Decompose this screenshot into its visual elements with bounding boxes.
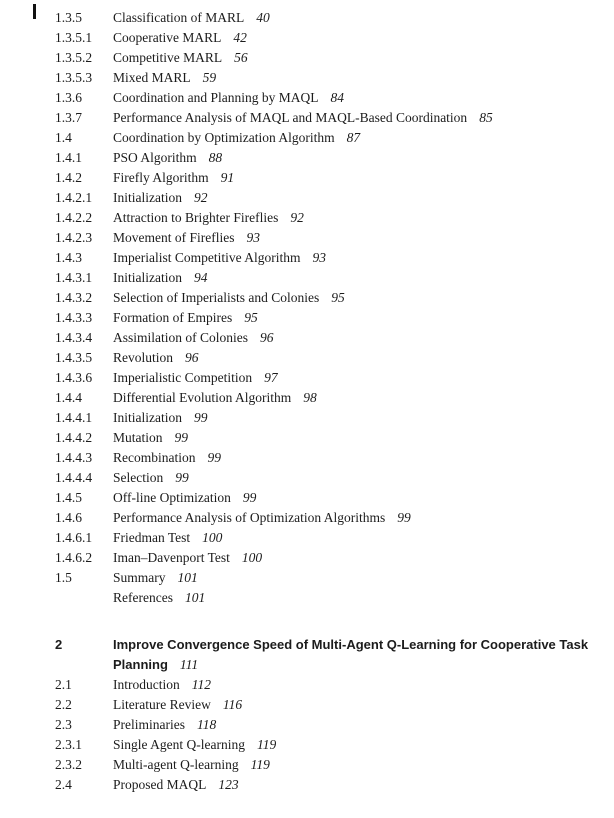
- toc-entry-title: Competitive MARL: [113, 50, 223, 65]
- toc-entry-page: 93: [246, 230, 260, 245]
- toc-entry-number: 1.4.3.1: [55, 270, 93, 285]
- toc-entry-text: [113, 48, 596, 68]
- toc-entry-page: 91: [220, 170, 235, 185]
- toc-entry: [55, 428, 596, 448]
- toc-entry-text: [113, 428, 596, 448]
- toc-entry-number: 2.3.1: [55, 737, 82, 752]
- toc-entry-page: 97: [264, 370, 278, 385]
- toc-entry-title: Initialization: [113, 190, 182, 205]
- toc-entry-page: 112: [191, 677, 211, 692]
- toc-entry-text: [113, 128, 596, 148]
- toc-entry: [55, 208, 596, 228]
- toc-entry-text: [113, 88, 596, 108]
- toc-entry: [55, 468, 596, 488]
- toc-entry-text: [113, 528, 596, 548]
- toc-entry: [55, 695, 596, 715]
- toc-entry-text: [113, 148, 596, 168]
- toc-entry: [55, 388, 596, 408]
- toc-entry: [55, 715, 596, 735]
- toc-entry-title: Performance Analysis of Optimization Algorithms: [113, 510, 386, 525]
- toc-entry-page: 92: [193, 190, 208, 205]
- toc-entry-number: 1.5: [55, 570, 72, 585]
- toc-entry-page: 94: [193, 270, 208, 285]
- toc-entry-text: [113, 635, 596, 675]
- toc-entry-page: 100: [202, 530, 223, 545]
- toc-entry-title: Performance Analysis of MAQL and MAQL-Based Coordination: [113, 110, 468, 125]
- toc-entry-page: 119: [256, 737, 277, 752]
- toc-entry: [55, 775, 596, 795]
- toc-entry-page: 92: [290, 210, 304, 225]
- toc-entry: [55, 488, 596, 508]
- toc-entry-page: 87: [346, 130, 361, 145]
- toc-entry-title: Firefly Algorithm: [113, 170, 209, 185]
- toc-entry: [55, 28, 596, 48]
- toc-entry-text: [113, 568, 596, 588]
- toc-entry-text: [113, 548, 596, 568]
- toc-entry-page: 85: [479, 110, 493, 125]
- toc-entry-title: Multi-agent Q-learning: [113, 757, 239, 772]
- toc-entry-text: [113, 775, 596, 795]
- toc-entry-title: Assimilation of Colonies: [113, 330, 248, 345]
- toc-entry-title: Movement of Fireflies: [113, 230, 235, 245]
- toc-entry-page: 96: [260, 330, 274, 345]
- toc-entry-title: Iman–Davenport Test: [113, 550, 230, 565]
- toc-entry: [55, 348, 596, 368]
- toc-entry: [55, 675, 596, 695]
- toc-entry-text: [113, 328, 596, 348]
- toc-entry-number: 2.1: [55, 677, 72, 692]
- toc-entry-page: 93: [312, 250, 326, 265]
- toc-entry-number: 1.4.2.2: [55, 210, 93, 225]
- toc-entry-number: 2: [55, 637, 63, 652]
- toc-entry-number: 1.3.6: [55, 90, 82, 105]
- toc-entry: [55, 268, 596, 288]
- toc-entry-page: 99: [207, 450, 221, 465]
- toc-entry-number: 1.4.4.2: [55, 430, 93, 445]
- page-edge-mark: [33, 4, 36, 19]
- toc-entry-title: Selection: [113, 470, 164, 485]
- toc-entry: [55, 128, 596, 148]
- toc-entry-title: Cooperative MARL: [113, 30, 222, 45]
- toc-entry-text: [113, 735, 596, 755]
- toc-entry-text: [113, 388, 596, 408]
- toc-entry-number: 1.4.3.4: [55, 330, 93, 345]
- toc-entry-number: 2.3.2: [55, 757, 82, 772]
- toc-entry-title: Imperialist Competitive Algorithm: [113, 250, 301, 265]
- toc-entry: [55, 588, 596, 608]
- toc-entry-page: 95: [331, 290, 345, 305]
- toc-entry-text: [113, 288, 596, 308]
- toc-entry-title: Attraction to Brighter Fireflies: [113, 210, 279, 225]
- toc-entry-page: 42: [233, 30, 247, 45]
- toc-entry-number: 1.4.2: [55, 170, 82, 185]
- toc-entry-text: [113, 448, 596, 468]
- toc-entry-page: 95: [244, 310, 258, 325]
- toc-entry: [55, 755, 596, 775]
- toc-entry-page: 119: [250, 757, 270, 772]
- toc-entry-text: [113, 68, 596, 88]
- toc-entry-title: Coordination by Optimization Algorithm: [113, 130, 335, 145]
- toc-entry: [55, 735, 596, 755]
- toc-entry-page: 98: [303, 390, 317, 405]
- toc-entry-page: 96: [185, 350, 199, 365]
- toc-entry-number: 1.4.2.3: [55, 230, 93, 245]
- toc-entry-page: 123: [218, 777, 239, 792]
- toc-entry-page: 111: [179, 657, 199, 672]
- toc-entry-title: Mixed MARL: [113, 70, 191, 85]
- toc-entry-number: 1.3.5.3: [55, 70, 93, 85]
- toc-entry-page: 118: [196, 717, 217, 732]
- toc-entry-title: Initialization: [113, 270, 182, 285]
- toc-entry: [55, 448, 596, 468]
- toc-entry-number: 1.4.3.6: [55, 370, 93, 385]
- toc-entry-text: [113, 308, 596, 328]
- toc-entry-text: [113, 108, 596, 128]
- toc-entry-number: 1.4.3.3: [55, 310, 93, 325]
- toc-entry-page: 59: [202, 70, 217, 85]
- toc-entry-title: Imperialistic Competition: [113, 370, 253, 385]
- toc-entry-text: [113, 28, 596, 48]
- toc-entry-title: Friedman Test: [113, 530, 191, 545]
- toc-entry: [55, 88, 596, 108]
- toc-entry-number: 1.3.7: [55, 110, 82, 125]
- toc-entry-text: [113, 508, 596, 528]
- toc-entry: [55, 68, 596, 88]
- toc-entry-title: Preliminaries: [113, 717, 185, 732]
- toc-entry-title: Literature Review: [113, 697, 211, 712]
- toc-entry: [55, 328, 596, 348]
- toc-entry-number: 1.3.5.1: [55, 30, 93, 45]
- toc-entry: [55, 248, 596, 268]
- toc-entry-text: [113, 488, 596, 508]
- toc-entry: [55, 568, 596, 588]
- toc-entry-text: [113, 348, 596, 368]
- toc-entry: [55, 8, 596, 28]
- toc-entry: [55, 548, 596, 568]
- toc-entry-page: 99: [397, 510, 411, 525]
- toc-entry-title: Recombination: [113, 450, 196, 465]
- toc-entry-text: [113, 188, 596, 208]
- toc-entry-number: 1.4.6.1: [55, 530, 93, 545]
- toc-entry-number: 1.4.3.2: [55, 290, 93, 305]
- toc-entry: [55, 528, 596, 548]
- toc-entry-number: 1.4.4.3: [55, 450, 93, 465]
- toc-entry-text: [113, 408, 596, 428]
- toc-entry: [55, 108, 596, 128]
- toc-entry-text: [113, 208, 596, 228]
- toc-entry-page: 40: [256, 10, 270, 25]
- toc-entry-text: [113, 695, 596, 715]
- toc-entry-title: Classification of MARL: [113, 10, 245, 25]
- toc-entry-title: Differential Evolution Algorithm: [113, 390, 292, 405]
- toc-entry-number: 1.3.5.2: [55, 50, 93, 65]
- toc-entry-number: 1.4.4.1: [55, 410, 93, 425]
- toc-entry-title: PSO Algorithm: [113, 150, 197, 165]
- toc-entry-title: Coordination and Planning by MAQL: [113, 90, 319, 105]
- toc-entry-number: 1.4.5: [55, 490, 82, 505]
- toc-entry-text: [113, 8, 596, 28]
- toc-entry-text: [113, 675, 596, 695]
- toc-entry-text: [113, 588, 596, 608]
- toc-entry-title: Improve Convergence Speed of Multi-Agent Q-Learning for Cooperative Task Planning: [113, 637, 589, 672]
- toc-entry: [55, 308, 596, 328]
- toc-entry-number: 1.3.5: [55, 10, 82, 25]
- toc-section-spacer: [55, 608, 596, 635]
- toc-entry: [55, 168, 596, 188]
- toc-entry: [55, 148, 596, 168]
- toc-entry-title: Initialization: [113, 410, 182, 425]
- toc-entry: [55, 48, 596, 68]
- toc-entry-page: 101: [184, 590, 206, 605]
- toc-entry-page: 100: [241, 550, 263, 565]
- toc-entry-text: [113, 248, 596, 268]
- toc-entry-title: Off-line Optimization: [113, 490, 231, 505]
- toc-entry-title: Mutation: [113, 430, 163, 445]
- toc-entry: [55, 188, 596, 208]
- toc-entry-title: References: [113, 590, 173, 605]
- toc-list: [55, 8, 596, 795]
- toc-entry-number: 1.4.1: [55, 150, 82, 165]
- toc-entry-number: 1.4.4.4: [55, 470, 93, 485]
- toc-entry-number: 1.4.3.5: [55, 350, 93, 365]
- toc-entry-text: [113, 468, 596, 488]
- toc-entry-title: Formation of Empires: [113, 310, 233, 325]
- toc-entry-number: 2.4: [55, 777, 72, 792]
- toc-entry: [55, 635, 596, 675]
- toc-entry-title: Summary: [113, 570, 166, 585]
- toc-entry-title: Introduction: [113, 677, 180, 692]
- toc-entry-page: 99: [175, 470, 189, 485]
- toc-entry-number: 1.4.6: [55, 510, 82, 525]
- toc-entry-text: [113, 228, 596, 248]
- toc-entry-number: 2.3: [55, 717, 72, 732]
- toc-entry-number: 1.4.2.1: [55, 190, 93, 205]
- toc-entry-text: [113, 168, 596, 188]
- toc-entry-number: 1.4.4: [55, 390, 82, 405]
- toc-entry-number: 2.2: [55, 697, 72, 712]
- toc-entry-text: [113, 368, 596, 388]
- toc-entry-number: 1.4.3: [55, 250, 82, 265]
- toc-entry-page: 84: [330, 90, 344, 105]
- toc-entry-text: [113, 715, 596, 735]
- toc-entry-title: Revolution: [113, 350, 173, 365]
- toc-entry: [55, 408, 596, 428]
- toc-entry-page: 101: [177, 570, 198, 585]
- toc-entry: [55, 368, 596, 388]
- toc-entry-title: Selection of Imperialists and Colonies: [113, 290, 320, 305]
- toc-entry: [55, 228, 596, 248]
- toc-entry-page: 99: [174, 430, 188, 445]
- toc-entry-title: Single Agent Q-learning: [113, 737, 245, 752]
- toc-entry-title: Proposed MAQL: [113, 777, 207, 792]
- toc-entry-page: 56: [234, 50, 248, 65]
- toc-entry-page: 88: [208, 150, 223, 165]
- toc-entry-page: 99: [242, 490, 257, 505]
- toc-entry-text: [113, 755, 596, 775]
- toc-entry: [55, 508, 596, 528]
- toc-entry-page: 116: [222, 697, 243, 712]
- toc-entry: [55, 288, 596, 308]
- toc-entry-page: 99: [193, 410, 208, 425]
- toc-entry-number: 1.4: [55, 130, 72, 145]
- toc-entry-number: 1.4.6.2: [55, 550, 93, 565]
- toc-entry-text: [113, 268, 596, 288]
